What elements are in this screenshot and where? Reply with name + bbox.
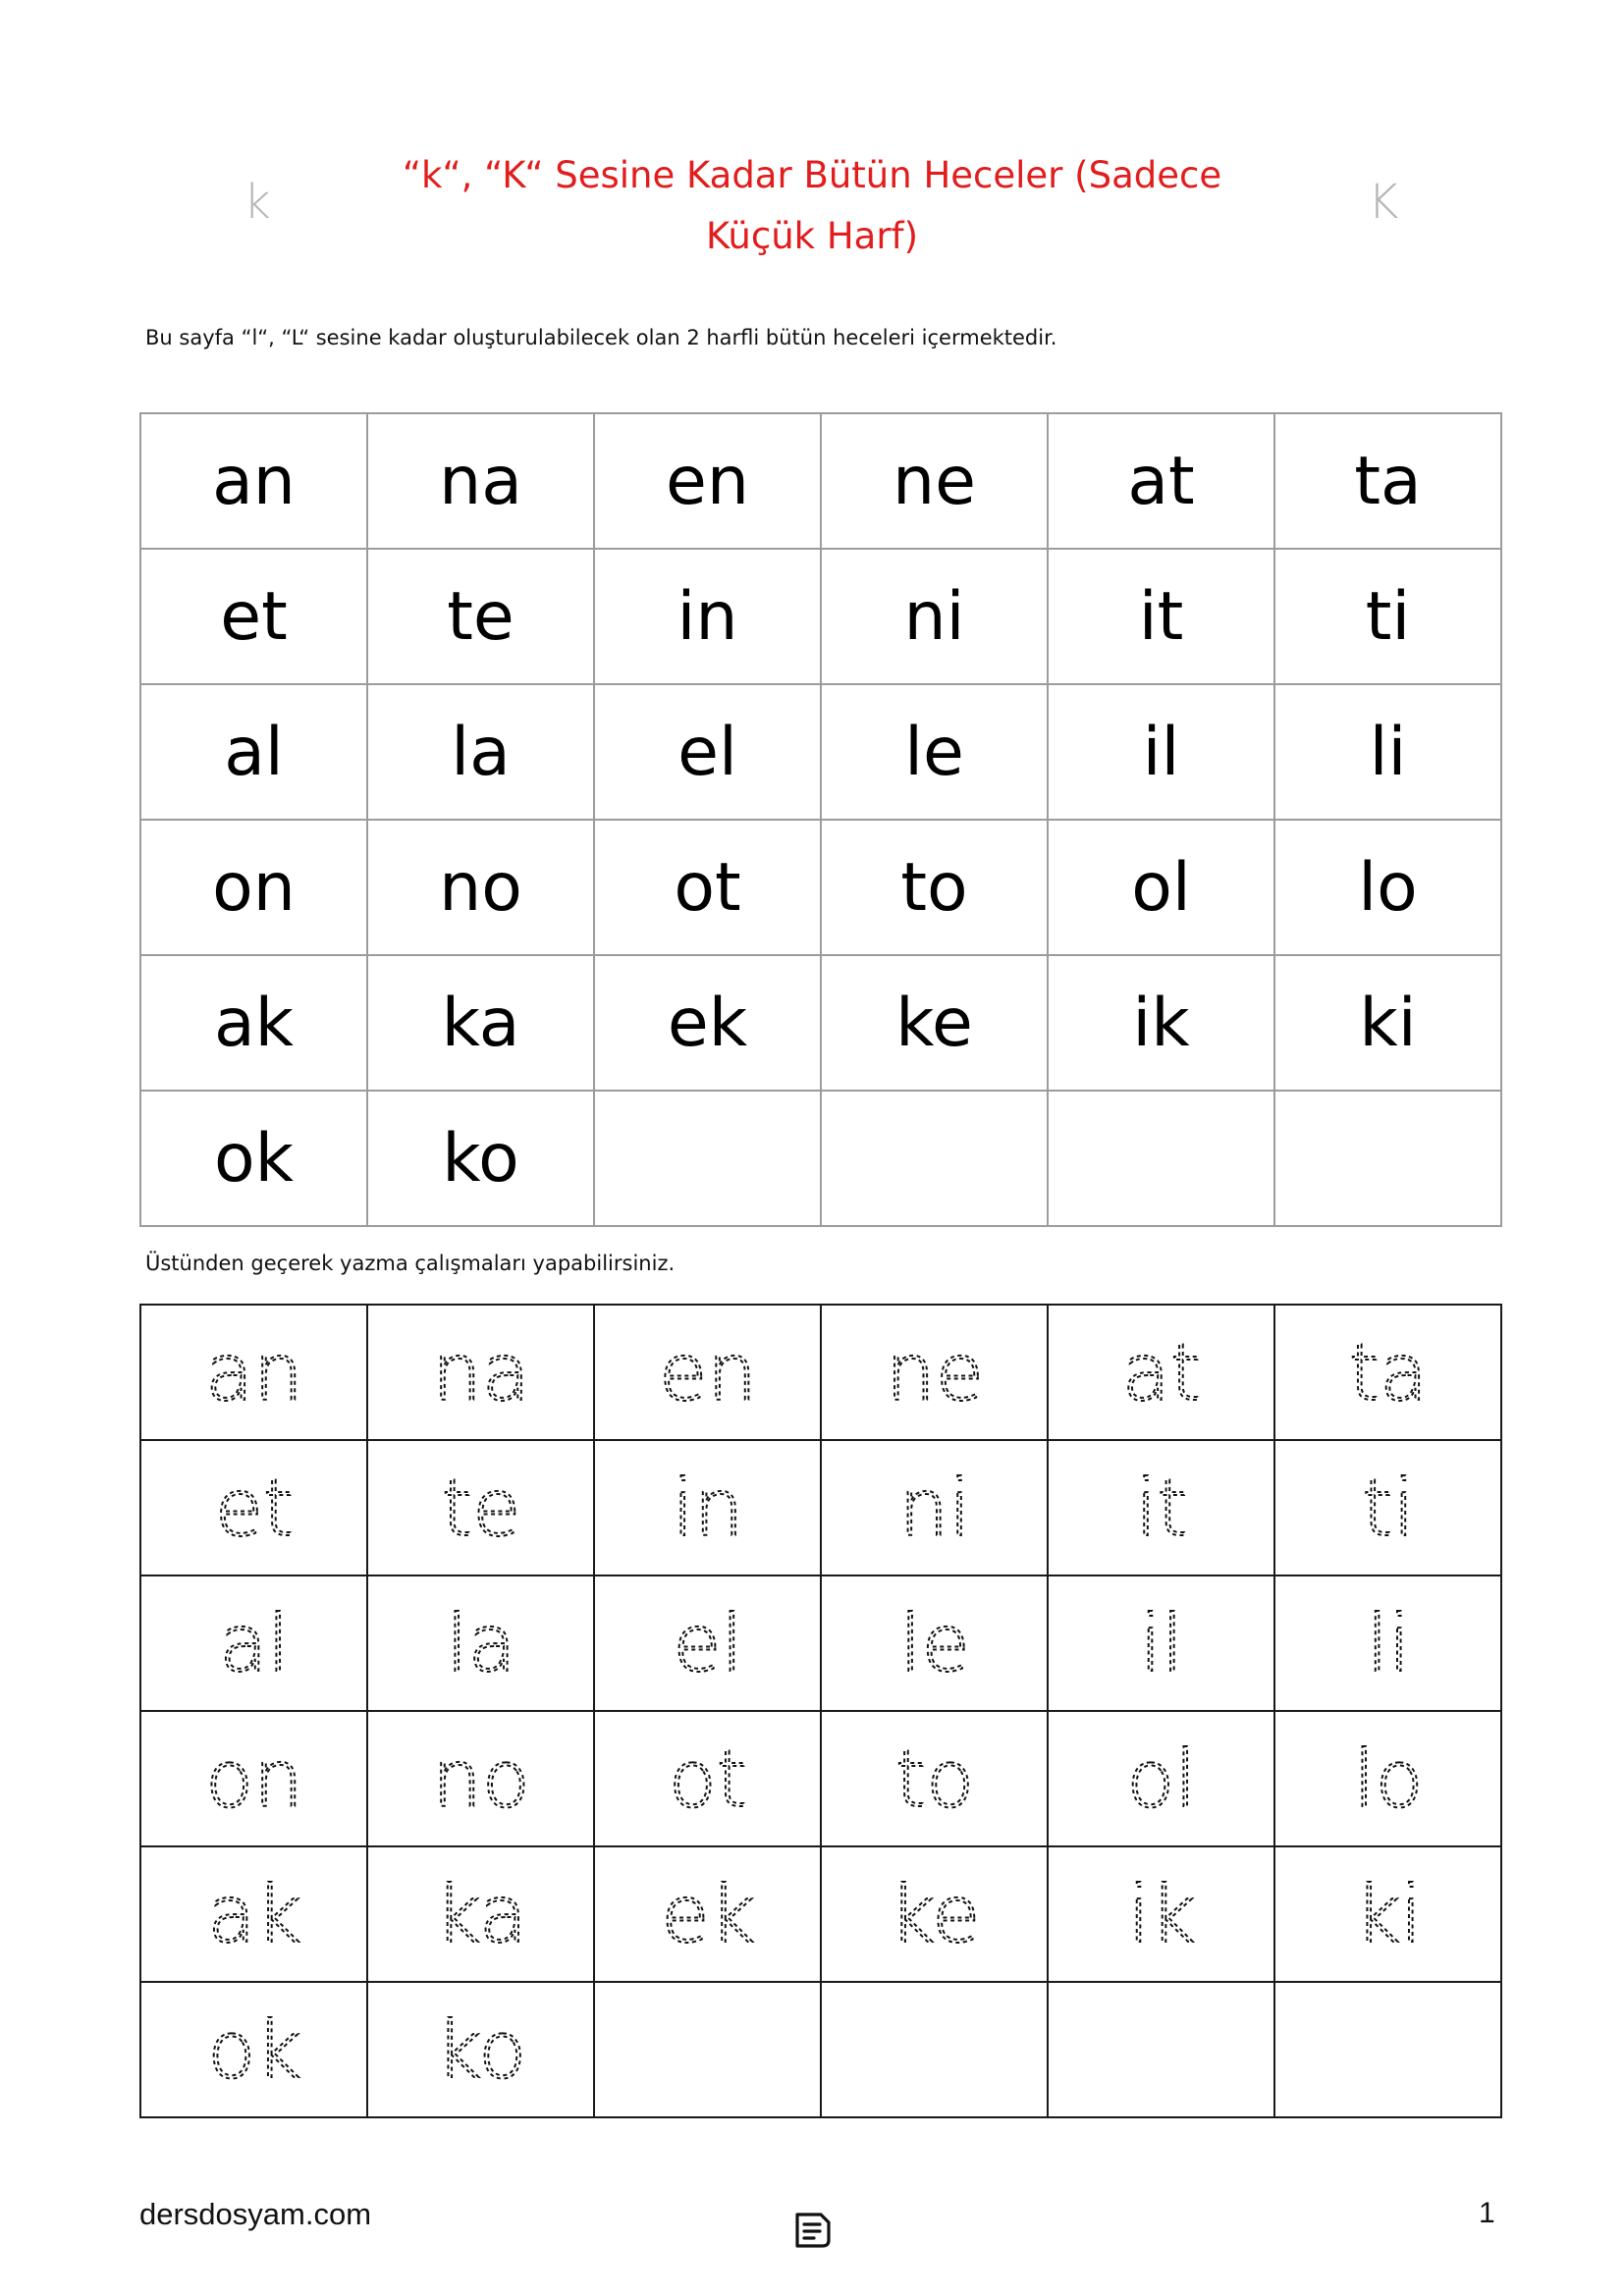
syllable-cell (594, 1091, 821, 1226)
tracing-syllable: el (672, 1598, 743, 1689)
tracing-syllable: li (1366, 1598, 1410, 1689)
tracing-syllable: in (672, 1463, 743, 1554)
tracing-syllable: ni (898, 1463, 970, 1554)
tracing-cell (140, 1846, 367, 1982)
tracing-syllable: ol (1125, 1734, 1197, 1825)
tracing-syllable: ok (206, 2004, 301, 2096)
tracing-syllable: ne (885, 1327, 984, 1418)
syllable-cell: no (367, 820, 594, 955)
tracing-row (140, 1305, 1501, 1440)
tracing-syllable: ke (889, 1869, 980, 1960)
tracing-cell (821, 1711, 1048, 1846)
syllable-cell (1274, 1091, 1501, 1226)
footer-site-name: dersdosyam.com (139, 2197, 372, 2231)
tracing-cell (367, 1305, 594, 1440)
syllable-cell: at (1048, 413, 1274, 549)
syllable-cell: lo (1274, 820, 1501, 955)
tracing-syllable: ek (660, 1869, 755, 1960)
corner-letter-lowercase: k (244, 175, 271, 230)
tracing-cell (140, 1440, 367, 1575)
tracing-grid (139, 1304, 1502, 2118)
syllable-cell: ol (1048, 820, 1274, 955)
tracing-cell (1274, 1711, 1501, 1846)
tracing-syllable: ki (1354, 1869, 1422, 1960)
tracing-cell (140, 1575, 367, 1711)
tracing-syllable: ak (206, 1869, 301, 1960)
tracing-syllable: an (204, 1327, 303, 1418)
syllable-cell: ok (140, 1091, 367, 1226)
syllable-cell: ni (821, 549, 1048, 684)
page-title (373, 145, 1251, 267)
syllable-cell: ak (140, 955, 367, 1091)
tracing-cell (1274, 1575, 1501, 1711)
page-title-line-2: Küçük Harf) (705, 215, 919, 257)
syllable-cell: ik (1048, 955, 1274, 1091)
syllable-cell: ko (367, 1091, 594, 1226)
tracing-syllable: il (1139, 1598, 1183, 1689)
syllable-cell: to (821, 820, 1048, 955)
tracing-syllable: te (441, 1463, 520, 1554)
tracing-cell (821, 1982, 1048, 2117)
tracing-cell (594, 1575, 821, 1711)
tracing-cell (367, 1575, 594, 1711)
syllable-cell: ke (821, 955, 1048, 1091)
page-number: 1 (1479, 2197, 1495, 2229)
tracing-cell (367, 1711, 594, 1846)
tracing-cell (367, 1982, 594, 2117)
tracing-cell (367, 1440, 594, 1575)
tracing-syllable: no (431, 1734, 530, 1825)
tracing-cell (821, 1305, 1048, 1440)
trace-instruction-text: Üstünden geçerek yazma çalışmaları yapabilirsiniz. (145, 1252, 676, 1275)
syllable-cell: la (367, 684, 594, 820)
syllable-cell: li (1274, 684, 1501, 820)
tracing-syllable: on (204, 1734, 303, 1825)
tracing-cell (1274, 1305, 1501, 1440)
syllable-cell: ot (594, 820, 821, 955)
tracing-cell (1048, 1982, 1274, 2117)
tracing-syllable: ik (1127, 1869, 1195, 1960)
page-title-line-1: “k“, “K“ Sesine Kadar Bütün Heceler (Sadece (402, 154, 1222, 196)
syllable-row (140, 413, 1501, 549)
syllable-row (140, 820, 1501, 955)
tracing-cell (140, 1305, 367, 1440)
tracing-syllable: to (894, 1734, 974, 1825)
document-lines-icon (791, 2211, 833, 2254)
syllable-cell: il (1048, 684, 1274, 820)
syllable-cell: te (367, 549, 594, 684)
syllable-cell: el (594, 684, 821, 820)
tracing-syllable: ti (1361, 1463, 1415, 1554)
syllable-cell: ne (821, 413, 1048, 549)
tracing-syllable: le (898, 1598, 970, 1689)
syllable-cell: an (140, 413, 367, 549)
syllable-cell: on (140, 820, 367, 955)
tracing-row (140, 1711, 1501, 1846)
tracing-syllable: na (431, 1327, 530, 1418)
syllable-cell: le (821, 684, 1048, 820)
tracing-cell (594, 1982, 821, 2117)
tracing-row (140, 1440, 1501, 1575)
tracing-cell (821, 1575, 1048, 1711)
tracing-cell (1048, 1846, 1274, 1982)
tracing-cell (594, 1711, 821, 1846)
tracing-cell (1274, 1440, 1501, 1575)
syllable-row (140, 955, 1501, 1091)
tracing-cell (821, 1846, 1048, 1982)
syllable-row (140, 1091, 1501, 1226)
tracing-cell (594, 1305, 821, 1440)
syllable-cell: ka (367, 955, 594, 1091)
syllable-cell: al (140, 684, 367, 820)
corner-letter-uppercase: K (1368, 175, 1399, 230)
syllable-cell: in (594, 549, 821, 684)
tracing-syllable: ka (434, 1869, 527, 1960)
tracing-syllable: ot (668, 1734, 747, 1825)
syllable-cell: et (140, 549, 367, 684)
tracing-syllable: ta (1348, 1327, 1428, 1418)
tracing-row (140, 1575, 1501, 1711)
tracing-row (140, 1846, 1501, 1982)
tracing-cell (1048, 1440, 1274, 1575)
tracing-cell (367, 1846, 594, 1982)
tracing-cell (821, 1440, 1048, 1575)
tracing-syllable: lo (1352, 1734, 1424, 1825)
syllable-cell: en (594, 413, 821, 549)
tracing-syllable: ko (435, 2004, 526, 2096)
syllable-cell (821, 1091, 1048, 1226)
tracing-cell (594, 1440, 821, 1575)
syllable-cell: ek (594, 955, 821, 1091)
tracing-cell (140, 1711, 367, 1846)
syllable-row (140, 549, 1501, 684)
syllable-cell: ti (1274, 549, 1501, 684)
tracing-cell (594, 1846, 821, 1982)
tracing-syllable: la (445, 1598, 516, 1689)
intro-text: Bu sayfa “l“, “L“ sesine kadar oluşturulabilecek olan 2 harfli bütün heceleri içermektedir. (145, 326, 1057, 349)
tracing-syllable: en (658, 1327, 757, 1418)
syllable-cell: na (367, 413, 594, 549)
tracing-syllable: et (214, 1463, 294, 1554)
tracing-row (140, 1982, 1501, 2117)
syllable-row (140, 684, 1501, 820)
tracing-cell (140, 1982, 367, 2117)
syllable-cell: it (1048, 549, 1274, 684)
tracing-syllable: it (1134, 1463, 1188, 1554)
syllable-cell (1048, 1091, 1274, 1226)
syllable-cell: ki (1274, 955, 1501, 1091)
tracing-cell (1048, 1711, 1274, 1846)
tracing-cell (1274, 1846, 1501, 1982)
tracing-cell (1048, 1575, 1274, 1711)
syllable-cell: ta (1274, 413, 1501, 549)
tracing-cell (1274, 1982, 1501, 2117)
tracing-syllable: at (1121, 1327, 1201, 1418)
tracing-cell (1048, 1305, 1274, 1440)
syllable-grid (139, 412, 1502, 1227)
tracing-syllable: al (218, 1598, 290, 1689)
